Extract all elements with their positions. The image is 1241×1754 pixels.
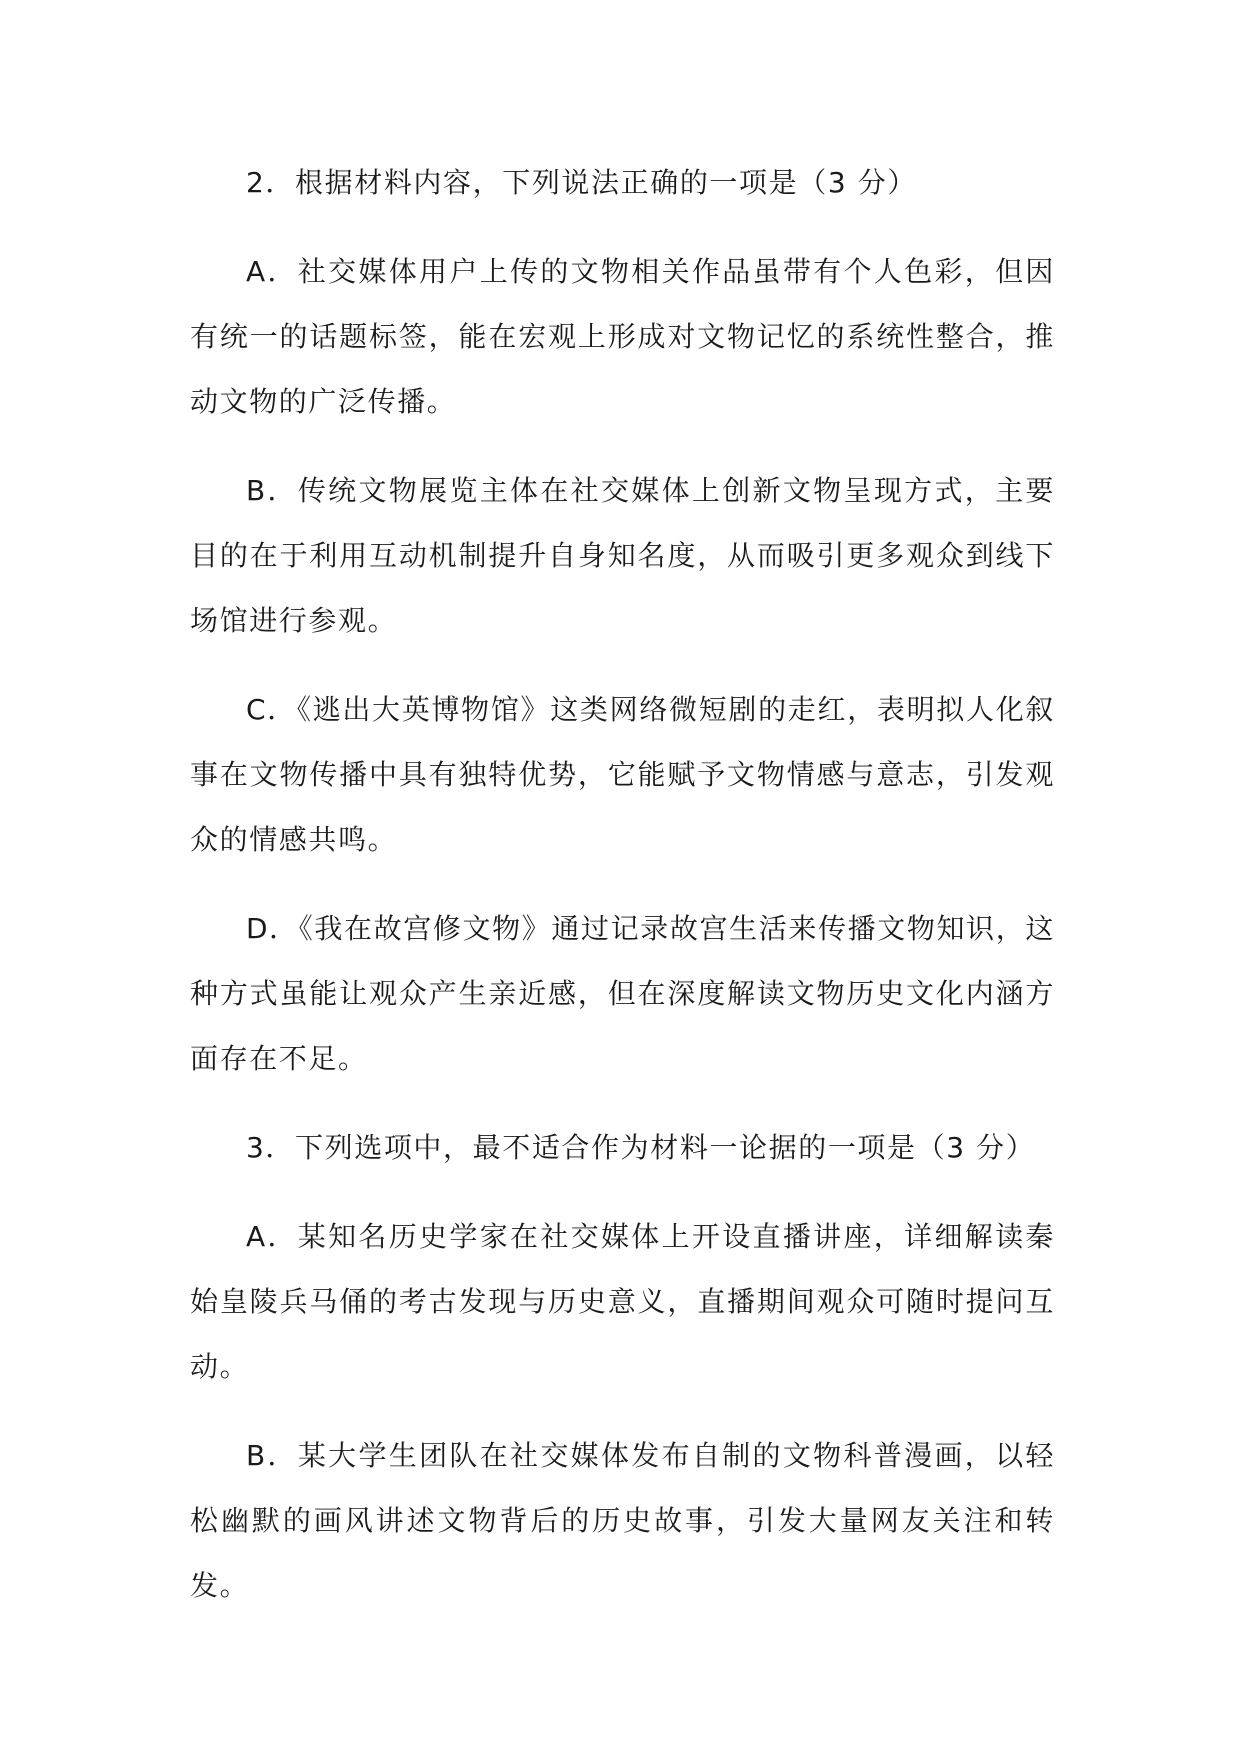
question-2-option-d: D．《我在故宫修文物》通过记录故宫生活来传播文物知识，这种方式虽能让观众产生亲近感，但在深度解读文物历史文化内涵方面存在不足。: [190, 912, 1055, 1075]
paragraph-gap: [190, 215, 1055, 239]
paragraph-gap: [190, 434, 1055, 458]
paragraph-gap: [190, 872, 1055, 896]
paragraph-gap: [190, 653, 1055, 677]
question-2-option-c: C．《逃出大英博物馆》这类网络微短剧的走红，表明拟人化叙事在文物传播中具有独特优势，它能赋予文物情感与意志，引发观众的情感共鸣。: [190, 693, 1055, 856]
question-2-stem: 2．根据材料内容，下列说法正确的一项是（3 分）: [246, 166, 917, 199]
paragraph-gap: [190, 1399, 1055, 1423]
question-2-option-b: B．传统文物展览主体在社交媒体上创新文物呈现方式，主要目的在于利用互动机制提升自身知名度，从而吸引更多观众到线下场馆进行参观。: [190, 474, 1055, 637]
question-3-stem: 3．下列选项中，最不适合作为材料一论据的一项是（3 分）: [246, 1131, 1036, 1164]
question-3-option-a: A．某知名历史学家在社交媒体上开设直播讲座，详细解读秦始皇陵兵马俑的考古发现与历史意义，直播期间观众可随时提问互动。: [190, 1220, 1055, 1383]
paragraph-gap: [190, 1180, 1055, 1204]
document-content: [190, 150, 1055, 1618]
question-3-option-b: B．某大学生团队在社交媒体发布自制的文物科普漫画，以轻松幽默的画风讲述文物背后的历史故事，引发大量网友关注和转发。: [190, 1439, 1055, 1602]
paragraph-gap: [190, 1091, 1055, 1115]
question-2-option-a: A．社交媒体用户上传的文物相关作品虽带有个人色彩，但因有统一的话题标签，能在宏观上形成对文物记忆的系统性整合，推动文物的广泛传播。: [190, 255, 1055, 418]
